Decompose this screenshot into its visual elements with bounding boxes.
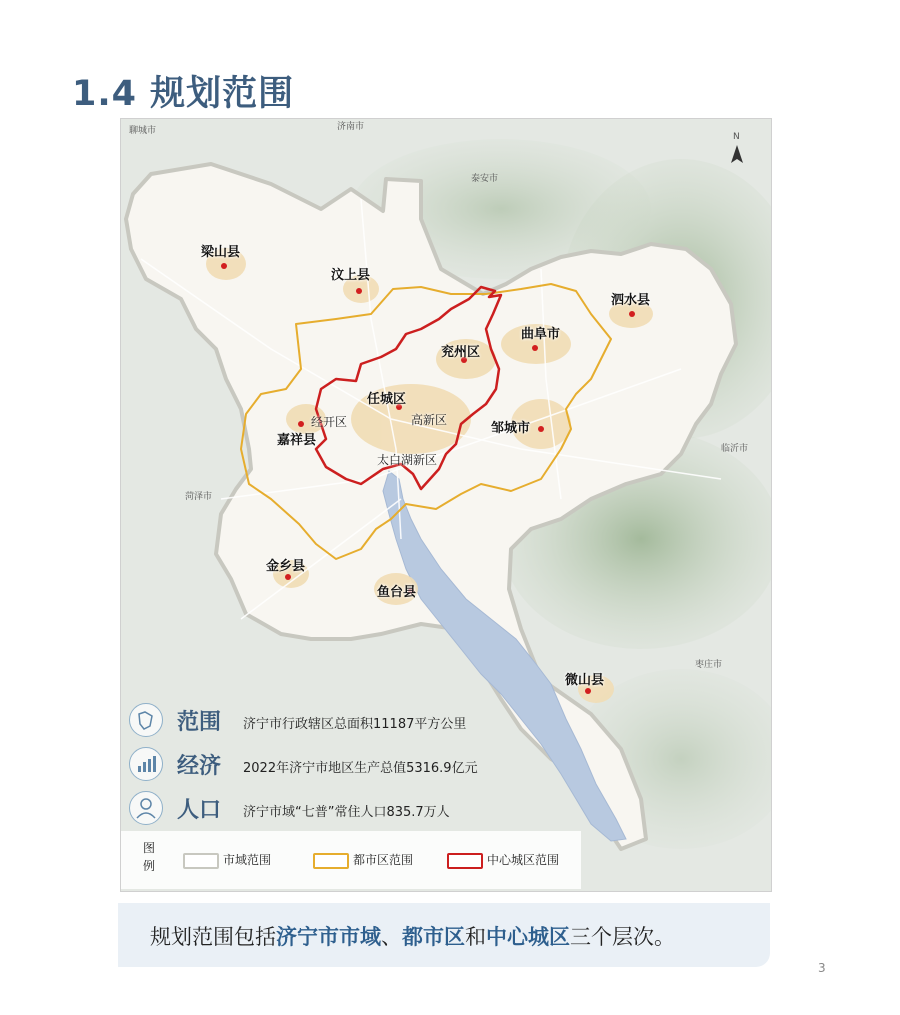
map-panel[interactable] [120,118,772,892]
summary-suffix: 三个层次。 [570,925,675,949]
neighbor-liaocheng: 聊城市 [129,126,157,136]
county-sishui: 泗水县 [611,293,651,308]
county-liangshan: 梁山县 [201,245,241,260]
point-liangshan [221,263,227,269]
district-gaoxin: 高新区 [411,413,448,427]
district-taibaihu: 太白湖新区 [377,453,438,467]
point-qufu [532,345,538,351]
summary-prefix: 规划范围包括 [150,925,276,949]
population-person-icon [129,791,163,825]
county-qufu: 曲阜市 [521,327,561,342]
info-row-population [121,789,581,829]
summary-highlight-metro: 都市区 [402,925,465,949]
district-jingkai: 经开区 [311,415,348,429]
legend-swatch-metro [313,853,349,869]
summary-banner [118,903,770,967]
legend-label-center: 中心城区范围 [487,853,560,867]
legend-label-metro: 都市区范围 [353,853,414,867]
neighbor-zaozhuang: 枣庄市 [695,660,723,670]
county-jiaxiang: 嘉祥县 [277,433,317,448]
page-title: 1.4 规划范围 [72,74,295,114]
summary-highlight-center: 中心城区 [486,925,570,949]
neighbor-taian: 泰安市 [471,174,499,184]
info-key-population: 人口 [177,798,222,823]
page-number: 3 [818,961,826,975]
point-wenshang [356,288,362,294]
economy-chart-icon [129,747,163,781]
summary-highlight-city: 济宁市市域 [276,925,381,949]
info-value-scope: 济宁市行政辖区总面积11187平方公里 [243,717,467,732]
county-yanzhou: 兖州区 [441,345,481,360]
county-rencheng: 任城区 [367,392,407,407]
point-weishan [585,688,591,694]
info-value-population: 济宁市域“七普”常住人口835.7万人 [243,805,450,820]
legend [121,831,581,889]
info-row-economy [121,745,581,785]
neighbor-heze: 菏泽市 [185,492,213,502]
summary-sep2: 和 [465,925,486,949]
legend-label-city: 市域范围 [223,853,272,867]
county-wenshang: 汶上县 [331,268,371,283]
legend-swatch-city [183,853,219,869]
county-zoucheng: 邹城市 [491,421,531,436]
neighbor-jinan: 济南市 [337,122,365,132]
point-jinxiang [285,574,291,580]
north-label: N [733,132,740,142]
info-value-economy: 2022年济宁市地区生产总值5316.9亿元 [243,761,478,776]
summary-sep1: 、 [381,925,402,949]
county-jinxiang: 金乡县 [266,559,306,574]
summary-text [150,921,675,951]
point-sishui [629,311,635,317]
county-yutai: 鱼台县 [377,585,417,600]
legend-title: 图例 [143,841,156,873]
county-weishan: 微山县 [565,673,605,688]
info-key-economy: 经济 [177,754,222,779]
info-key-scope: 范围 [177,710,222,735]
legend-swatch-center [447,853,483,869]
point-zoucheng [538,426,544,432]
point-jiaxiang [298,421,304,427]
map-scope-icon [129,703,163,737]
neighbor-linyi: 临沂市 [721,444,749,454]
info-row-scope [121,701,581,741]
